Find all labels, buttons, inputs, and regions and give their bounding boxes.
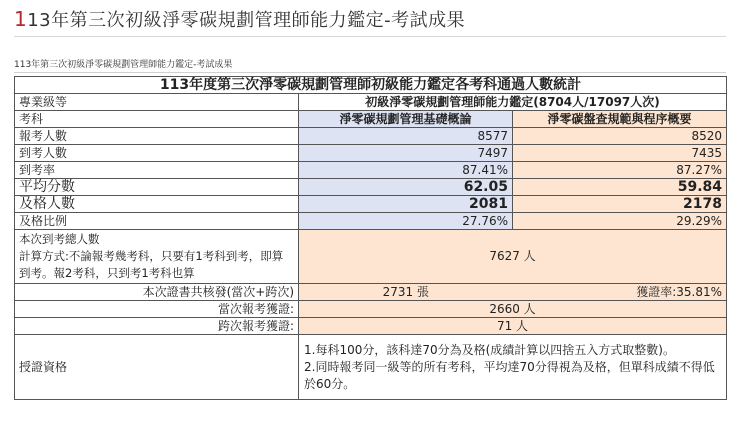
average-subject-2: 59.84: [513, 179, 727, 196]
table-row: [15, 301, 727, 318]
row-label-pass-rate: 及格比例: [15, 213, 299, 230]
registered-subject-1: 8577: [299, 128, 513, 145]
table-row: [15, 179, 727, 196]
table-caption-row: [15, 77, 727, 94]
breadcrumb: 113年第三次初級淨零碳規劃管理師能力鑑定-考試成果: [14, 60, 233, 70]
qualification-rule-2: 2.同時報考同一級等的所有考科，平均達70分得視為及格，但單科成績不得低於60分。: [304, 359, 715, 391]
certificate-rate: 獲證率:35.81%: [513, 284, 727, 301]
subject-1-header: 淨零碳規劃管理基礎概論: [299, 111, 513, 128]
table-row: [15, 94, 727, 111]
page-title-initial: 1: [14, 7, 28, 31]
attendance-rate-subject-2: 87.27%: [513, 162, 727, 179]
breadcrumb-divider: [14, 72, 726, 73]
attended-subject-2: 7435: [513, 145, 727, 162]
passed-subject-1: 2081: [299, 196, 513, 213]
cross-cert-label: 跨次報考獲證:: [15, 318, 299, 335]
row-label-attendance-rate: 到考率: [15, 162, 299, 179]
attended-subject-1: 7497: [299, 145, 513, 162]
row-label-passed: 及格人數: [15, 196, 299, 213]
subject-label: 考科: [15, 111, 299, 128]
row-label-attended: 到考人數: [15, 145, 299, 162]
attendance-total-value: 7627 人: [299, 230, 727, 284]
table-row: [15, 162, 727, 179]
table-row: [15, 335, 727, 400]
attendance-total-title: 本次到考總人數: [19, 232, 100, 246]
passed-subject-2: 2178: [513, 196, 727, 213]
row-label-registered: 報考人數: [15, 128, 299, 145]
pass-rate-subject-2: 29.29%: [513, 213, 727, 230]
table-row: [15, 213, 727, 230]
table-row: [15, 145, 727, 162]
table-row: [15, 284, 727, 301]
table-row: [15, 111, 727, 128]
current-cert-value: 2660 人: [299, 301, 727, 318]
table-row: [15, 128, 727, 145]
current-cert-label: 當次報考獲證:: [15, 301, 299, 318]
subject-2-header: 淨零碳盤查規範與程序概要: [513, 111, 727, 128]
level-value: 初級淨零碳規劃管理師能力鑑定(8704人/17097人次): [299, 94, 727, 111]
certificates-count: 2731 張: [299, 284, 513, 301]
results-table: [14, 76, 727, 400]
page-header: [0, 0, 740, 38]
page-title-text: 13年第三次初級淨零碳規劃管理師能力鑑定-考試成果: [27, 10, 466, 31]
qualification-rule-1: 1.每科100分，該科達70分為及格(成績計算以四捨五入方式取整數)。: [304, 342, 675, 357]
level-label: 專業級等: [15, 94, 299, 111]
average-subject-1: 62.05: [299, 179, 513, 196]
qualification-text: [299, 335, 727, 400]
cross-cert-value: 71 人: [299, 318, 727, 335]
table-row: [15, 196, 727, 213]
row-label-average: 平均分數: [15, 179, 299, 196]
attendance-total-method: 計算方式:不論報考幾考科，只要有1考科到考，即算到考。報2考科，只到考1考科也算: [19, 249, 284, 280]
table-caption: 113年度第三次淨零碳規劃管理師初級能力鑑定各考科通過人數統計: [15, 77, 727, 94]
qualification-label: 授證資格: [15, 335, 299, 400]
table-row: [15, 318, 727, 335]
pass-rate-subject-1: 27.76%: [299, 213, 513, 230]
table-row: [15, 230, 727, 284]
certificates-label: 本次證書共核發(當次+跨次): [15, 284, 299, 301]
registered-subject-2: 8520: [513, 128, 727, 145]
attendance-rate-subject-1: 87.41%: [299, 162, 513, 179]
title-divider: [14, 36, 726, 37]
attendance-total-label: [15, 230, 299, 284]
page-title: [14, 6, 465, 32]
